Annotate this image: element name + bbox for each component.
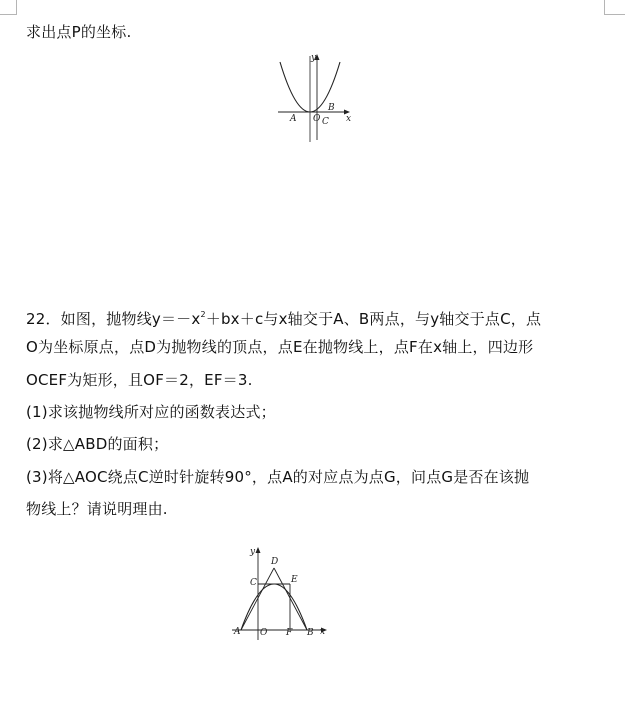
question-2: (2)求△ABD的面积； <box>26 435 169 453</box>
label-y: y <box>311 53 317 63</box>
parabola-curve <box>241 584 307 630</box>
figure-parabola-2 <box>228 540 338 650</box>
label-B: B <box>307 628 314 638</box>
label-C: C <box>322 117 329 127</box>
exponent: 2 <box>200 310 206 319</box>
segment-AD <box>241 568 274 630</box>
y-axis-arrow <box>256 547 261 553</box>
question-1: (1)求该抛物线所对应的函数表达式； <box>26 403 276 421</box>
figure-parabola-1 <box>270 50 360 145</box>
label-A: A <box>234 627 241 637</box>
label-A: A <box>290 114 297 124</box>
label-E: E <box>291 575 298 585</box>
label-x: x <box>346 114 352 124</box>
crop-mark-top-left <box>0 0 17 15</box>
label-O: O <box>313 114 321 124</box>
problem-line-2: O为坐标原点，点D为抛物线的顶点，点E在抛物线上，点F在x轴上，四边形 <box>26 338 534 356</box>
problem-line-1-pre: 22．如图，抛物线y＝－x <box>26 310 201 328</box>
question-3-line-2: 物线上？请说明理由. <box>26 500 168 518</box>
question-3-line-1: (3)将△AOC绕点C逆时针旋转90°，点A的对应点为点G，问点G是否在该抛 <box>26 468 530 486</box>
problem-line-1-post: ＋bx＋c与x轴交于A、B两点，与y轴交于点C，点 <box>205 310 542 328</box>
label-x: x <box>320 627 326 637</box>
label-B: B <box>328 103 335 113</box>
crop-mark-top-right <box>604 0 625 15</box>
intro-line: 求出点P的坐标. <box>26 23 132 41</box>
label-y: y <box>250 547 256 557</box>
label-O: O <box>260 628 268 638</box>
label-C: C <box>250 578 257 588</box>
problem-line-1 <box>26 305 541 329</box>
problem-line-3: OCEF为矩形，且OF＝2，EF＝3. <box>26 371 253 389</box>
label-F: F <box>286 628 293 638</box>
label-D: D <box>271 557 279 567</box>
